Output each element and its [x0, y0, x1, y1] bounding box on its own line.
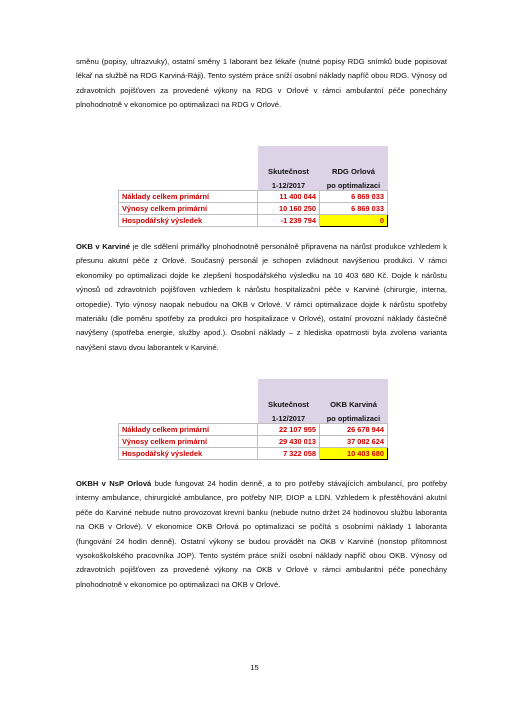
table-rdg-orlova — [118, 146, 388, 227]
table-okb-col2-header: OKB Karviná — [320, 379, 388, 409]
table-rdg-col1-subheader: 1-12/2017 — [258, 176, 320, 191]
table-okb-karvina — [118, 379, 388, 460]
table-rdg-col1-header: Skutečnost — [258, 146, 320, 176]
paragraph-body: bude fungovat 24 hodin denně, a to pro potřeby stávajících ambulancí, pro potřeby interny ambulance, chirurgické ambulance, pro potřeby NIP, DIOP a LDN. Vzhledem k přestěhování akutní péče do Karviné nebude nutno provozovat krevní banku (nebude nutno držet 24 hodinovou službu laboranta na OKB v Orlové). V ekonomice OKB Orlová po optimalizaci se počítá s osobními náklady 1 laboranta (fungování 24 hodin denně). Ostatní výkony se budou provádět na OKB v Karviné (nonstop přítomnost vysokoškolského pracovníka JOP). Tento systém práce sníží osobní náklady napříč obou OKB. Výnosy od zdravotních pojišťoven za provedené výkony na OKB v Orlové v rámci ambulantní péče ponechány plnohodnotně v ekonomice po optimalizaci na OKB v Orlové. — [76, 479, 447, 589]
row-optimized-value: 10 403 680 — [320, 448, 388, 460]
row-actual-value: -1 239 794 — [258, 215, 320, 227]
row-label: Náklady celkem primární — [119, 191, 258, 203]
row-actual-value: 7 322 058 — [258, 448, 320, 460]
table-row — [119, 448, 388, 460]
paragraph-body: je dle sdělení primářky plnohodnotně personálně připravena na nárůst produkce vzhledem k přesunu akutní péče z Orlové. Současný personál je schopen zvládnout navýšenou produkci. V rámci ekonomiky po optimalizaci dojde ke zlepšení hospodářského výsledku na 10 403 680 Kč. Dojde k nárůstu výnosů od zdravotních pojišťoven vzhledem k nárůstu hospitalizační péče v Karviné (chirurgie, interna, ortopedie). Tyto výnosy naopak nebudou na OKB v Orlové. V rámci optimalizace dojde k nárůstu spotřeby materiálu (dle poměru spotřeby za produkci pro hospitalizace v Orlové), ostatní provozní náklady částečně navýšeny (spotřeba energie, služby apod.). Osobní náklady – z hlediska opatrnosti byla zvolena varianta navýšení stavu dvou laborantek v Karviné. — [76, 242, 447, 352]
row-actual-value: 10 160 250 — [258, 203, 320, 215]
table-rdg-col2-header: RDG Orlová — [320, 146, 388, 176]
paragraph-okb-karvina — [76, 240, 447, 355]
table-rdg-col2-subheader: po optimalizaci — [320, 176, 388, 191]
paragraph-okbh-orlova — [76, 477, 447, 592]
row-label: Hospodářský výsledek — [119, 448, 258, 460]
table-okb-col1-header: Skutečnost — [258, 379, 320, 409]
row-optimized-value: 37 082 624 — [320, 436, 388, 448]
row-label: Výnosy celkem primární — [119, 436, 258, 448]
row-actual-value: 29 430 013 — [258, 436, 320, 448]
table-row — [119, 203, 388, 215]
table-row — [119, 436, 388, 448]
table-row — [119, 215, 388, 227]
paragraph-lead: OKB v Karviné — [76, 242, 131, 251]
row-label: Hospodářský výsledek — [119, 215, 258, 227]
table-okb-col2-subheader: po optimalizaci — [320, 409, 388, 424]
paragraph-lead: OKBH v NsP Orlová — [76, 479, 152, 488]
row-optimized-value: 6 869 033 — [320, 191, 388, 203]
row-label: Výnosy celkem primární — [119, 203, 258, 215]
row-optimized-value: 26 678 944 — [320, 424, 388, 436]
row-label: Náklady celkem primární — [119, 424, 258, 436]
table-row — [119, 424, 388, 436]
row-optimized-value: 0 — [320, 215, 388, 227]
page-number: 15 — [250, 663, 259, 672]
row-actual-value: 22 107 955 — [258, 424, 320, 436]
table-row — [119, 191, 388, 203]
paragraph-rdg-continuation: směnu (popisy, ultrazvuky), ostatní směny 1 laborant bez lékaře (nutné popisy RDG snímků bude popisovat lékař na službě na RDG Karviná-Ráji). Tento systém práce sníží osobní náklady napříč obou RDG. Výnosy od zdravotních pojišťoven za provedené výkony na RDG v Orlové v rámci ambulantní péče ponechány plnohodnotně v ekonomice po optimalizaci na RDG v Orlové. — [76, 57, 447, 110]
row-actual-value: 11 400 044 — [258, 191, 320, 203]
row-optimized-value: 6 869 033 — [320, 203, 388, 215]
table-okb-col1-subheader: 1-12/2017 — [258, 409, 320, 424]
